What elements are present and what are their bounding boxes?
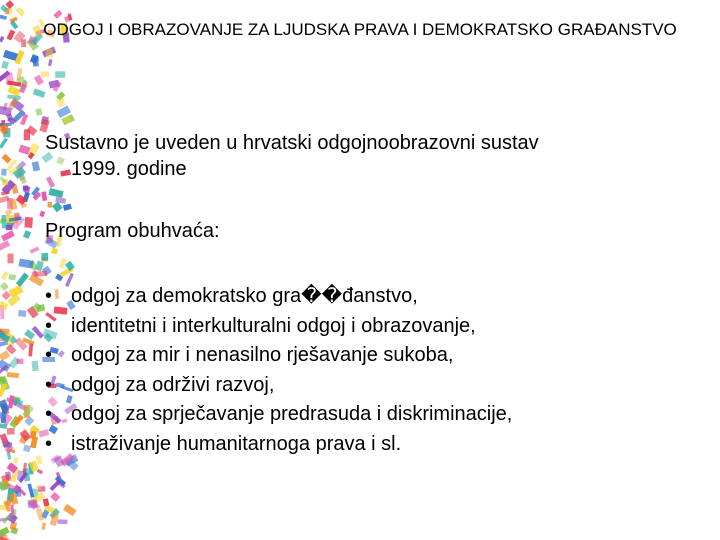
confetti-piece — [8, 254, 14, 264]
intro-line-2: 1999. godine — [71, 158, 187, 180]
confetti-piece — [41, 522, 46, 530]
list-item — [45, 371, 512, 401]
bullet-icon: • — [45, 432, 53, 455]
confetti-piece — [65, 261, 75, 271]
confetti-piece — [55, 71, 65, 78]
confetti-piece — [13, 457, 19, 464]
confetti-piece — [0, 282, 9, 291]
confetti-piece — [0, 36, 4, 42]
confetti-piece — [33, 88, 46, 98]
intro-text — [45, 130, 685, 182]
list-item — [45, 312, 512, 342]
confetti-piece — [7, 95, 21, 100]
list-item-text: odgoj za sprječavanje predrasuda i diskriminacije, — [71, 403, 513, 425]
list-item — [45, 341, 512, 371]
confetti-piece — [57, 519, 67, 524]
confetti-piece — [27, 499, 37, 508]
confetti-piece — [30, 246, 40, 253]
confetti-piece — [16, 273, 29, 287]
intro-line-1: Sustavno je uveden u hrvatski odgojnoobrazovni sustav — [45, 132, 539, 154]
confetti-piece — [19, 258, 34, 268]
confetti-piece — [30, 431, 36, 438]
confetti-piece — [3, 535, 8, 540]
confetti-piece — [0, 14, 7, 20]
list-item-text: odgoj za mir i nenasilno rješavanje sukoba, — [71, 344, 454, 366]
confetti-piece — [52, 202, 63, 213]
bullet-icon: • — [45, 285, 53, 307]
bullet-icon: • — [45, 314, 53, 337]
slide-title: ODGOJ I OBRAZOVANJE ZA LJUDSKA PRAVA I DEMOKRATSKO GRAĐANSTVO — [43, 20, 677, 39]
confetti-piece — [31, 361, 38, 372]
confetti-piece — [47, 202, 52, 208]
confetti-piece — [23, 230, 31, 239]
list-item-text: odgoj za demokratsko gra��đanstvo, — [71, 285, 418, 307]
program-label: Program obuhvaća: — [45, 220, 220, 242]
confetti-piece — [63, 504, 77, 516]
list-item — [45, 400, 512, 430]
confetti-piece — [6, 29, 15, 40]
confetti-piece — [59, 258, 67, 269]
confetti-piece — [16, 7, 26, 17]
confetti-piece — [24, 217, 33, 228]
confetti-piece — [56, 97, 65, 107]
confetti-piece — [50, 492, 60, 502]
bullet-icon: • — [45, 403, 53, 425]
confetti-piece — [23, 444, 31, 452]
confetti-piece — [7, 452, 12, 460]
confetti-piece — [48, 59, 52, 66]
confetti-piece — [1, 271, 9, 280]
confetti-piece — [2, 437, 8, 444]
confetti-piece — [32, 56, 38, 67]
confetti-piece — [63, 204, 72, 211]
bullet-icon: • — [45, 344, 53, 366]
confetti-piece — [41, 191, 47, 201]
confetti-piece — [1, 215, 6, 229]
confetti-piece — [16, 359, 23, 364]
program-list — [45, 282, 512, 459]
confetti-piece — [10, 505, 14, 514]
confetti-piece — [46, 48, 54, 57]
confetti-piece — [0, 240, 10, 251]
confetti-piece — [0, 138, 8, 149]
confetti-piece — [8, 274, 16, 280]
confetti-piece — [21, 39, 26, 47]
list-item — [45, 282, 512, 312]
list-item — [45, 430, 512, 460]
confetti-piece — [1, 61, 9, 69]
list-item-text: odgoj za održivi razvoj, — [71, 373, 275, 396]
confetti-piece — [41, 253, 48, 261]
confetti-piece — [24, 129, 31, 140]
confetti-piece — [1, 230, 15, 241]
confetti-piece — [43, 498, 50, 506]
confetti-piece — [18, 144, 30, 154]
confetti-piece — [2, 154, 12, 164]
confetti-piece — [39, 211, 45, 217]
confetti-piece — [24, 329, 35, 339]
confetti-piece — [48, 188, 63, 198]
confetti-piece — [7, 428, 15, 435]
confetti-piece — [18, 310, 27, 317]
confetti-piece — [23, 186, 29, 191]
list-item-text: istraživanje humanitarnoga prava i sl. — [71, 432, 402, 455]
list-item-text: identitetni i interkulturalni odgoj i obrazovanje, — [71, 314, 476, 337]
confetti-piece — [32, 161, 40, 171]
confetti-piece — [35, 108, 42, 116]
confetti-piece — [41, 71, 50, 77]
confetti-piece — [7, 372, 19, 378]
confetti-piece — [28, 343, 33, 356]
confetti-piece — [51, 248, 58, 254]
bullet-icon: • — [45, 373, 53, 396]
confetti-piece — [1, 169, 6, 176]
confetti-piece — [0, 350, 10, 361]
